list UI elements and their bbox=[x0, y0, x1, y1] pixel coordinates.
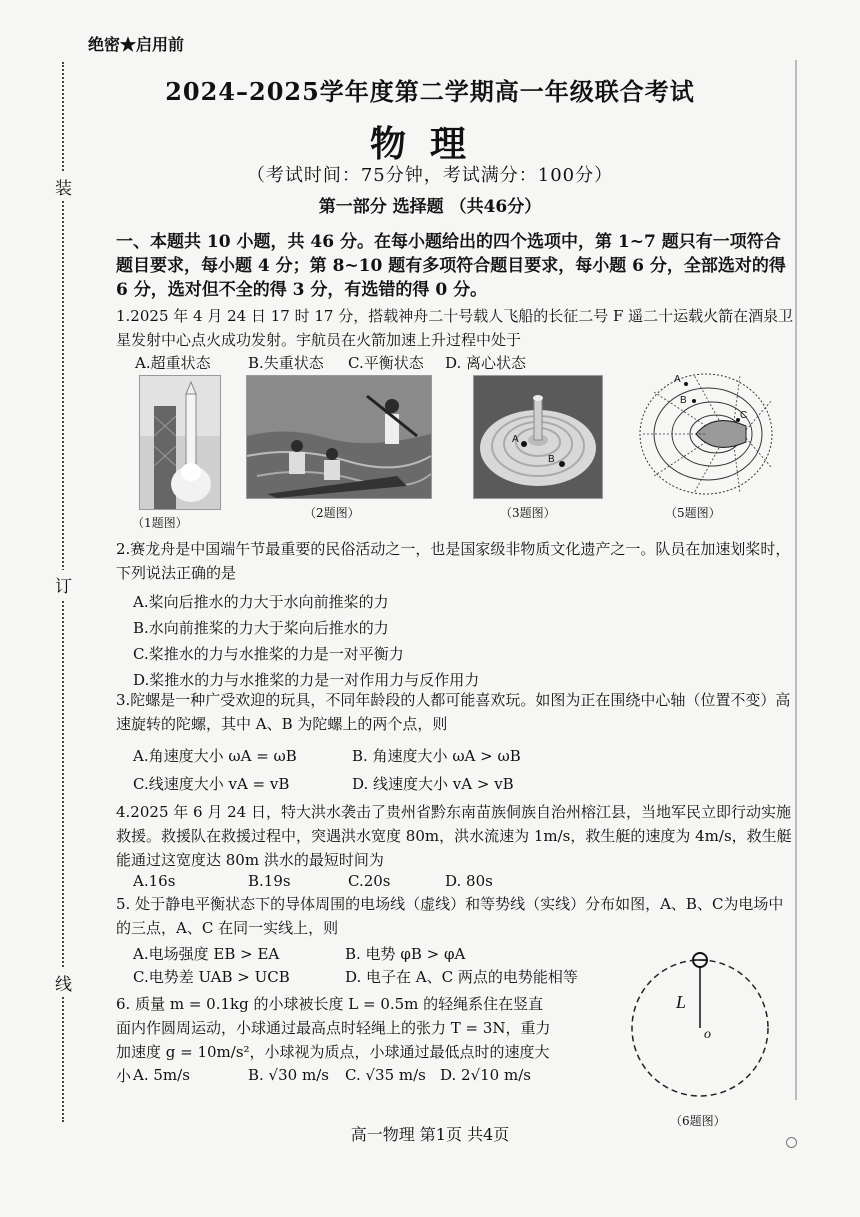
fig6-label-o: o bbox=[704, 1027, 711, 1042]
electric-field-diagram bbox=[634, 370, 776, 500]
secret-label: 绝密★启用前 bbox=[88, 35, 185, 54]
fig5-label-a: A bbox=[674, 374, 681, 385]
q2-option-c: C.桨推水的力与水推桨的力是一对平衡力 bbox=[133, 645, 404, 663]
fig6-caption: （6题图） bbox=[670, 1114, 726, 1128]
q6-option-c: C. √35 m/s bbox=[345, 1066, 426, 1084]
q1-option-d: D. 离心状态 bbox=[445, 354, 527, 372]
q4-option-a: A.16s bbox=[133, 872, 176, 890]
q1-option-a: A.超重状态 bbox=[135, 354, 211, 372]
fig3-label-a: A bbox=[512, 434, 519, 445]
q3-option-a: A.角速度大小 ωA = ωB bbox=[133, 747, 297, 765]
binding-char-ding: 订 bbox=[55, 570, 72, 599]
q3-option-d: D. 线速度大小 vA > vB bbox=[352, 775, 514, 793]
q6-option-d: D. 2√10 m/s bbox=[440, 1066, 531, 1084]
q5-option-c: C.电势差 UAB > UCB bbox=[133, 968, 290, 986]
q4-stem: 4.2025 年 6 月 24 日，特大洪水袭击了贵州省黔东南苗族侗族自治州榕江县，当地军民立即行动实施救援。救援队在救援过程中，突遇洪水宽度 80m，洪水流速为 1m/s，救生艇的速度为 4m/s，救生艇能通过这宽度达 80m 洪水的最短时间为 bbox=[116, 803, 792, 869]
fig5-caption: （5题图） bbox=[665, 506, 721, 520]
q4-option-c: C.20s bbox=[348, 872, 391, 890]
q3-stem: 3.陀螺是一种广受欢迎的玩具，不同年龄段的人都可能喜欢玩。如图为正在围绕中心轴（位置不变）高速旋转的陀螺，其中 A、B 为陀螺上的两个点，则 bbox=[116, 691, 791, 733]
fig2-caption: （2题图） bbox=[304, 506, 360, 520]
spinning-top-photo bbox=[473, 375, 603, 499]
q6-option-a: A. 5m/s bbox=[133, 1066, 190, 1084]
fig6-label-l: L bbox=[676, 992, 687, 1012]
binding-char-zhuang: 装 bbox=[55, 172, 72, 201]
fig3-caption: （3题图） bbox=[500, 506, 556, 520]
q2-option-a: A.桨向后推水的力大于水向前推桨的力 bbox=[133, 593, 389, 611]
q3-option-b: B. 角速度大小 ωA > ωB bbox=[352, 747, 521, 765]
q5-option-b: B. 电势 φB > φA bbox=[345, 945, 466, 963]
part-heading: 第一部分 选择题 （共46分） bbox=[318, 197, 542, 217]
q1-stem: 1.2025 年 4 月 24 日 17 时 17 分，搭载神舟二十号载人飞船的长征二号 F 遥二十运载火箭在酒泉卫星发射中心点火成功发射。宇航员在火箭加速上升过程中处于 bbox=[116, 307, 794, 349]
q6-stem: 6. 质量 m = 0.1kg 的小球被长度 L = 0.5m 的轻绳系住在竖直面内作圆周运动，小球通过最高点时轻绳上的张力 T = 3N，重力加速度 g = 10m/s²，小球视为质点，小球通过最低点时的速度大小 bbox=[116, 995, 551, 1085]
fig1-caption: （1题图） bbox=[132, 516, 188, 530]
q1-option-b: B.失重状态 bbox=[248, 354, 324, 372]
page-footer: 高一物理 第1页 共4页 bbox=[350, 1125, 510, 1144]
q4-option-d: D. 80s bbox=[445, 872, 493, 890]
q5-option-a: A.电场强度 EB > EA bbox=[133, 945, 280, 963]
dragon-boat-photo bbox=[246, 375, 432, 499]
fig5-label-c: C bbox=[740, 410, 748, 421]
subject-title: 物理 bbox=[369, 123, 490, 165]
corner-circle-mark bbox=[786, 1137, 797, 1148]
q3-option-c: C.线速度大小 vA = vB bbox=[133, 775, 290, 793]
q2-option-b: B.水向前推桨的力大于桨向后推水的力 bbox=[133, 619, 389, 637]
q2-option-d: D.桨推水的力与水推桨的力是一对作用力与反作用力 bbox=[133, 671, 480, 689]
q1-option-c: C.平衡状态 bbox=[348, 354, 424, 372]
q4-option-b: B.19s bbox=[248, 872, 291, 890]
q2-stem: 2.赛龙舟是中国端午节最重要的民俗活动之一，也是国家级非物质文化遗产之一。队员在加速划桨时，下列说法正确的是 bbox=[116, 540, 791, 582]
exam-title: 2024–2025学年度第二学期高一年级联合考试 bbox=[165, 77, 695, 106]
binding-char-xian: 线 bbox=[55, 968, 72, 997]
q6-option-b: B. √30 m/s bbox=[248, 1066, 329, 1084]
fig3-label-b: B bbox=[548, 454, 555, 465]
section-instructions: 一、本题共 10 小题，共 46 分。在每小题给出的四个选项中，第 1~7 题只有一项符合题目要求，每小题 4 分；第 8~10 题有多项符合题目要求，每小题 6 分，全部选对的得 6 分，选对但不全的得 3 分，有选错的得 0 分。 bbox=[116, 232, 786, 300]
rocket-photo bbox=[139, 375, 221, 510]
circular-motion-diagram bbox=[620, 942, 780, 1102]
q5-stem: 5. 处于静电平衡状态下的导体周围的电场线（虚线）和等势线（实线）分布如图，A、B、C为电场中的三点，A、C 在同一实线上，则 bbox=[116, 895, 784, 937]
q5-option-d: D. 电子在 A、C 两点的电势能相等 bbox=[345, 968, 578, 986]
exam-info: （考试时间：75分钟，考试满分：100分） bbox=[246, 165, 614, 186]
fig5-label-b: B bbox=[680, 395, 687, 406]
